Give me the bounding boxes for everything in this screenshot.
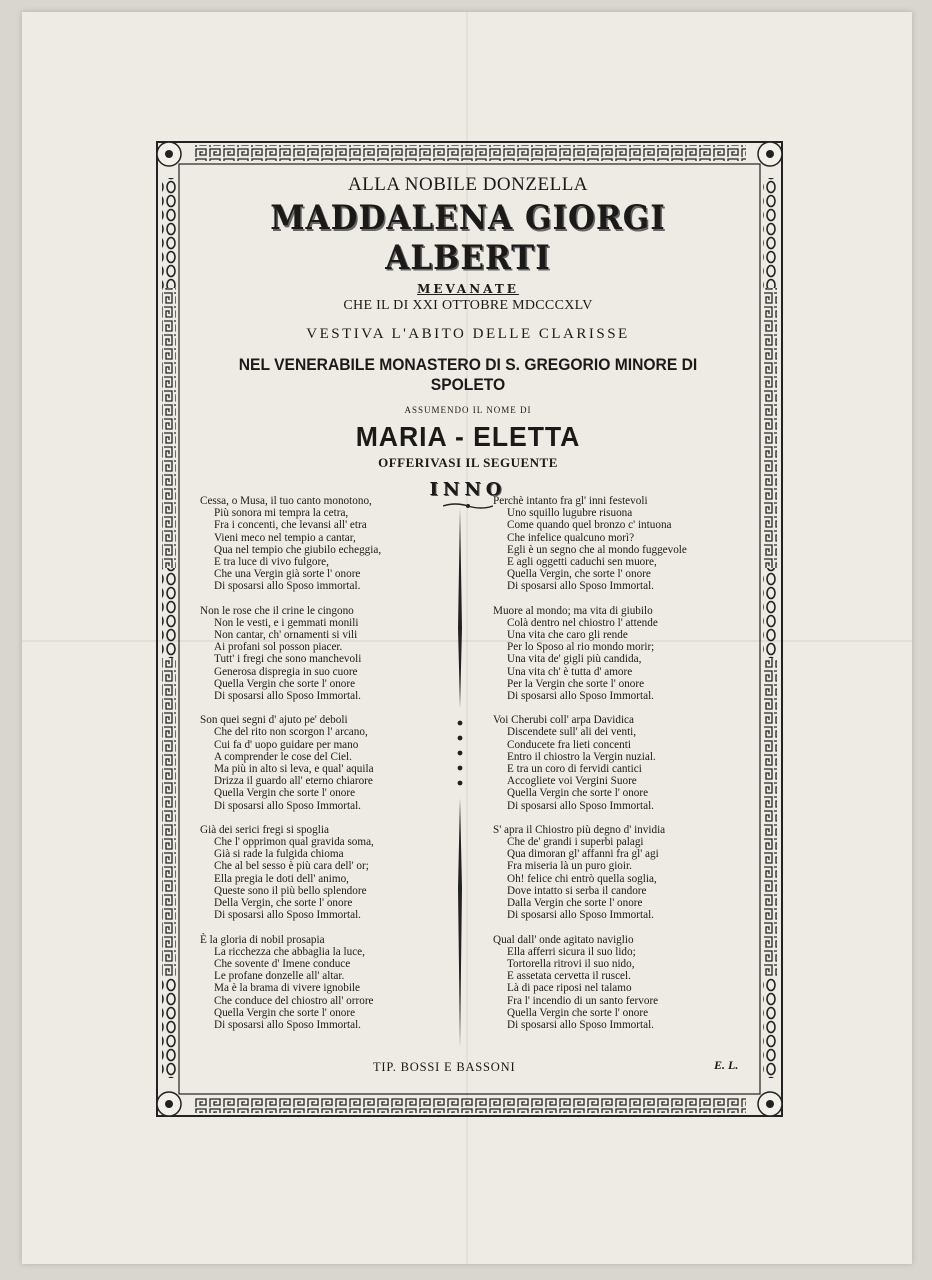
poem-line: Ella afferri sicura il suo lido;	[507, 945, 636, 958]
poem-line: Una vita de' gigli più candida,	[507, 653, 642, 666]
poem-line: E tra un coro di fervidi cantici	[507, 763, 642, 776]
poem-line: Che sovente d' Imene conduce	[214, 957, 351, 970]
poem-stanza	[493, 495, 763, 593]
poem-line: E tra luce di vivo fulgore,	[214, 556, 329, 569]
poem-line: Fra miseria là un puro gioir.	[507, 860, 632, 873]
poem-line: Di sposarsi allo Sposo Immortal.	[507, 799, 654, 812]
poem-line: Della Vergin, che sorte l' onore	[214, 897, 353, 910]
dedication-line: ALLA NOBILE DONZELLA	[347, 174, 589, 195]
poem-line: Perchè intanto fra gl' inni festevoli	[493, 495, 648, 507]
poem-line: Qual dall' onde agitato naviglio	[493, 933, 634, 946]
poem-line: Drizza il guardo all' eterno chiarore	[214, 775, 373, 788]
author-initials: E. L.	[714, 1058, 739, 1072]
poem-line: Discendete sull' ali dei venti,	[507, 726, 637, 739]
date-line: CHE IL DI XXI OTTOBRE MDCCCXLV	[343, 298, 593, 313]
poem-stanza	[200, 495, 470, 593]
poem-stanza	[200, 934, 470, 1032]
poem-stanza	[493, 824, 763, 922]
column-divider-icon	[452, 508, 468, 1048]
poem-line: Accogliete voi Vergini Suore	[507, 775, 637, 788]
poem-line: Quella Vergin che sorte l' onore	[214, 677, 356, 690]
poem-line: Che l' opprimon qual gravida soma,	[214, 836, 374, 849]
poem-line: Fra l' incendio di un santo fervore	[507, 994, 659, 1007]
poem-stanza	[493, 934, 763, 1032]
poem-line: S' apra il Chiostro più degno d' invidia	[493, 823, 666, 836]
poem-line: Tortorella ritrovi il suo nido,	[507, 957, 635, 970]
poem-line: Non cantar, ch' ornamenti si vili	[214, 629, 358, 642]
poem-line: Per lo Sposo al rio mondo morir;	[507, 641, 655, 654]
poem-line: Fra i concenti, che levansi all' etra	[214, 519, 367, 532]
poem-line: Una vita che caro gli rende	[507, 629, 628, 642]
poem-stanza	[200, 714, 470, 812]
poem-line: Generosa dispregia in suo cuore	[214, 665, 358, 678]
poem-line: Uno squillo lugubre risuona	[507, 507, 633, 520]
poem-line: La ricchezza che abbaglia la luce,	[214, 945, 365, 958]
poem-left-column	[200, 495, 470, 1043]
poem-line: Là di pace riposi nel talamo	[507, 982, 632, 995]
poem-line: Una vita ch' è tutta d' amore	[507, 665, 633, 678]
poem-right-column	[493, 495, 763, 1043]
poem-line: Queste sono il più bello splendore	[214, 884, 367, 897]
origin-line: MEVANATE	[417, 282, 519, 296]
poem-line: Dove intatto si serba il candore	[507, 884, 647, 897]
offering-line: OFFERIVASI IL SEGUENTE	[378, 455, 558, 470]
poem-line: Già dei serici fregi si spoglia	[200, 823, 329, 836]
poem-line: Muore al mondo; ma vita di giubilo	[493, 604, 653, 617]
poem-line: Di sposarsi allo Sposo Immortal.	[214, 1018, 361, 1031]
poem-line: Che del rito non scorgon l' arcano,	[214, 726, 368, 739]
poem-stanza	[493, 714, 763, 812]
poem-line: Di sposarsi allo Sposo Immortal.	[214, 799, 361, 812]
poem-line: Che de' grandi i superbi palagi	[507, 836, 644, 849]
poem-line: Non le rose che il crine le cingono	[200, 604, 354, 617]
poem-line: Già si rade la fulgida chioma	[214, 848, 344, 861]
poem-line: Che al bel sesso è più cara dell' or;	[214, 860, 369, 873]
poem-line: Di sposarsi allo Sposo Immortal.	[507, 1018, 654, 1031]
poem-line: Vieni meco nel tempio a cantar,	[214, 531, 356, 544]
poem-line: Quella Vergin che sorte l' onore	[507, 1006, 649, 1019]
poem-line: Oh! felice chi entrò quella soglia,	[507, 872, 657, 885]
monastery-line: NEL VENERABILE MONASTERO DI S. GREGORIO MINORE DI SPOLETO	[238, 355, 698, 394]
poem-line: Qua nel tempio che giubilo echeggia,	[214, 543, 382, 556]
poem-line: Dalla Vergin che sorte l' onore	[507, 897, 643, 910]
title-block	[183, 170, 753, 510]
poem-line: Come quando quel bronzo c' intuona	[507, 519, 672, 532]
poem-line: Quella Vergin che sorte l' onore	[214, 787, 356, 800]
poem-line: Che conduce del chiostro all' orrore	[214, 994, 374, 1007]
poem-line: Colà dentro nel chiostro l' attende	[507, 616, 658, 629]
poem-line: Le profane donzelle all' altar.	[214, 970, 345, 983]
poem-line: Voi Cherubi coll' arpa Davidica	[493, 714, 634, 727]
poem-line: Quella Vergin, che sorte l' onore	[507, 568, 651, 581]
poem-line: Cessa, o Musa, il tuo canto monotono,	[200, 495, 372, 507]
poem-line: È la gloria di nobil prosapia	[200, 933, 325, 946]
honoree-name: MADDALENA GIORGI ALBERTI	[270, 198, 666, 278]
poem-line: Conducete fra lieti concenti	[507, 738, 631, 751]
poem-line: Tutt' i fregi che sono manchevoli	[214, 653, 362, 666]
poem-line: Di sposarsi allo Sposo Immortal.	[214, 690, 361, 703]
poem-line: A comprender le cose del Ciel.	[214, 750, 352, 763]
poem-line: Ella pregia le doti dell' animo,	[214, 872, 349, 885]
poem-line: Ma più in alto si leva, e qual' aquila	[214, 763, 374, 776]
poem-stanza	[493, 605, 763, 703]
poem-line: Di sposarsi allo Sposo immortal.	[214, 580, 361, 593]
poem-line: Che infelice qualcuno morì?	[507, 531, 635, 544]
poem-line: Ma è la brama di vivere ignobile	[214, 982, 361, 995]
poem-line: Qua dimoran gl' affanni fra gl' agi	[507, 848, 659, 861]
assuming-line: ASSUMENDO IL NOME DI	[404, 405, 532, 415]
poem-line: Cui fa d' uopo guidare per mano	[214, 738, 359, 751]
poem-line: Quella Vergin che sorte l' onore	[214, 1006, 356, 1019]
poem-stanza	[200, 824, 470, 922]
poem-line: Ai profani sol posson piacer.	[214, 641, 343, 654]
poem-line: Di sposarsi allo Sposo Immortal.	[507, 909, 654, 922]
poem-line: Più sonora mi tempra la cetra,	[214, 507, 349, 520]
poem-line: Di sposarsi allo Sposo Immortal.	[507, 580, 654, 593]
genre-title: INNO	[429, 479, 507, 500]
poem-line: Quella Vergin che sorte l' onore	[507, 787, 649, 800]
poem-line: E assetata cervetta il ruscel.	[507, 970, 631, 983]
printer-credit: TIP. BOSSI E BASSONI	[373, 1060, 516, 1074]
poem-line: E agli oggetti caduchi sen muore,	[507, 556, 657, 569]
religious-name: MARIA - ELETTA	[355, 421, 581, 452]
poem-line: Entro il chiostro la Vergin nuzial.	[507, 750, 656, 763]
poem-line: Egli è un segno che al mondo fuggevole	[507, 543, 687, 556]
poem-line: Son quei segni d' ajuto pe' deboli	[200, 714, 348, 727]
action-line: VESTIVA L'ABITO DELLE CLARISSE	[306, 326, 630, 342]
poem-line: Non le vesti, e i gemmati monili	[214, 616, 359, 629]
poem-line: Di sposarsi allo Sposo Immortal.	[214, 909, 361, 922]
poem-line: Che una Vergin già sorte l' onore	[214, 568, 361, 581]
poem-line: Per la Vergin che sorte l' onore	[507, 677, 645, 690]
poem-line: Di sposarsi allo Sposo Immortal.	[507, 690, 654, 703]
poem-stanza	[200, 605, 470, 703]
